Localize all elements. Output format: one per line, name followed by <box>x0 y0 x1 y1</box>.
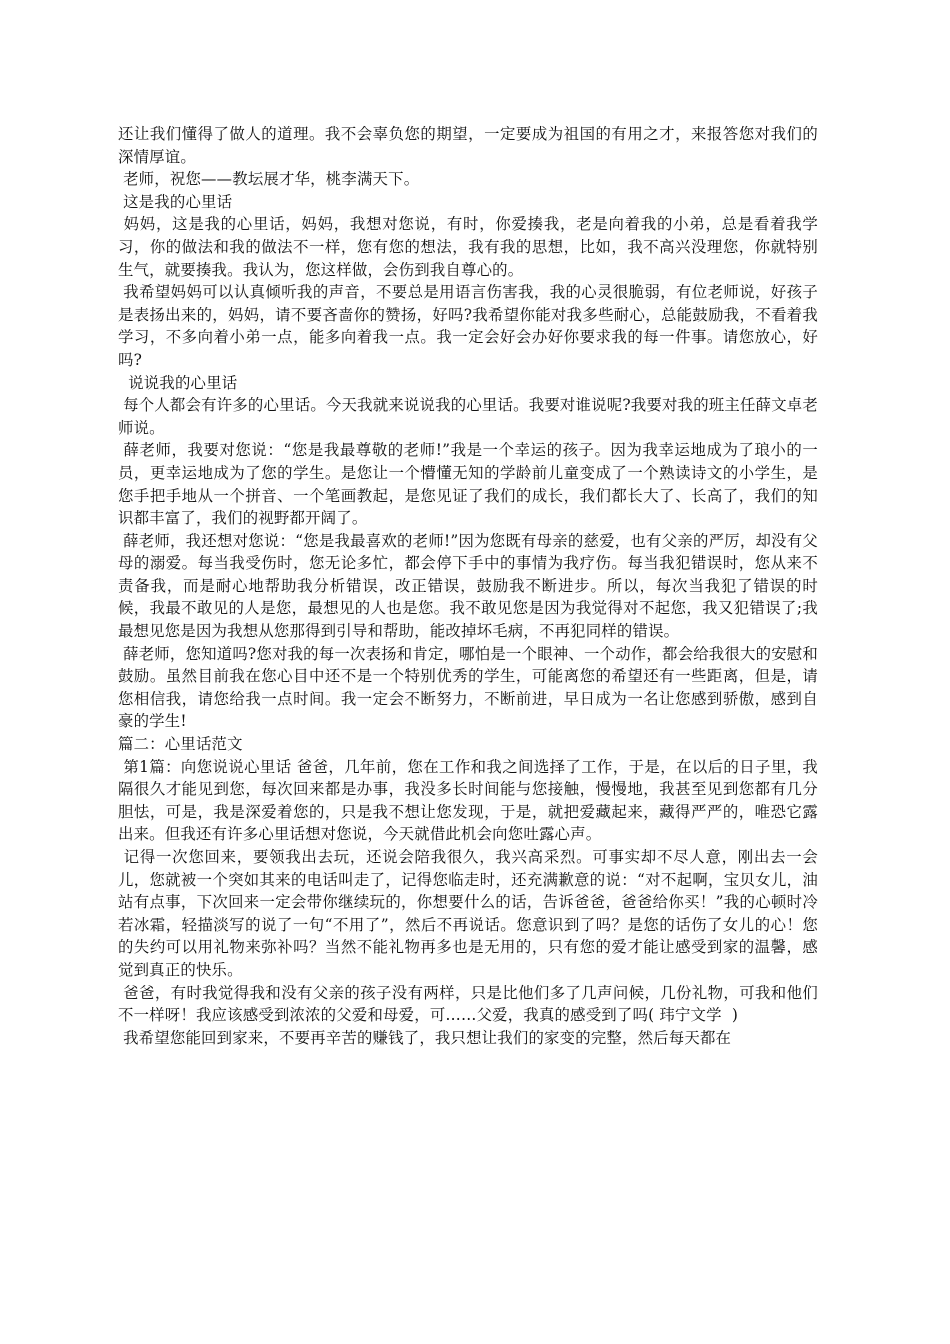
paragraph: 爸爸，有时我觉得我和没有父亲的孩子没有两样，只是比他们多了几声问候，几份礼物，可我和他们不一样呀！我应该感受到浓浓的父爱和母爱，可……父爱，我真的感受到了吗( 玮宁文学 ) <box>118 983 818 1025</box>
paragraph: 老师，祝您——教坛展才华，桃李满天下。 <box>118 170 420 189</box>
paragraph: 我希望您能回到家来，不要再辛苦的赚钱了，我只想让我们的家变的完整，然后每天都在 <box>118 1028 732 1047</box>
paragraph: 我希望妈妈可以认真倾听我的声音，不要总是用语言伤害我，我的心灵很脆弱，有位老师说，好孩子是表扬出来的，妈妈，请不要吝啬你的赞扬，好吗?我希望你能对我多些耐心，总能鼓励我，不看着我学习，不多向着小弟一点，能多向着我一点。我一定会好会办好你要求我的每一件事。请您放心，好吗? <box>118 283 818 369</box>
section-heading: 篇二：心里话范文 <box>118 735 243 754</box>
paragraph: 记得一次您回来，要领我出去玩，还说会陪我很久，我兴高采烈。可事实却不尽人意，刚出去一会儿，您就被一个突如其来的电话叫走了，记得您临走时，还充满歉意的说：“对不起啊，宝贝女儿，油站有点事，下次回来一定会带你继续玩的，你想要什么的话，告诉爸爸，爸爸给你买！”我的心顿时冷若冰霜，轻描淡写的说了一句“不用了”，然后不再说话。您意识到了吗？是您的话伤了女儿的心！您的失约可以用礼物来弥补吗？当然不能礼物再多也是无用的，只有您的爱才能让感受到家的温馨，感觉到真正的快乐。 <box>118 848 818 979</box>
paragraph: 薛老师，我要对您说：“您是我最尊敬的老师!”我是一个幸运的孩子。因为我幸运地成为了琅小的一员，更幸运地成为了您的学生。是您让一个懵懂无知的学龄前儿童变成了一个熟读诗文的小学生，是您手把手地从一个拼音、一个笔画教起，是您见证了我们的成长，我们都长大了、长高了，我们的知识都丰富了，我们的视野都开阔了。 <box>118 441 819 528</box>
section-heading: 说说我的心里话 <box>118 373 238 392</box>
paragraph: 每个人都会有许多的心里话。今天我就来说说我的心里话。我要对谁说呢?我要对我的班主任薛文卓老师说。 <box>118 396 818 437</box>
section-heading: 这是我的心里话 <box>118 192 233 211</box>
paragraph: 薛老师，我还想对您说：“您是我最喜欢的老师!”因为您既有母亲的慈爱，也有父亲的严厉，却没有父母的溺爱。每当我受伤时，您无论多忙，都会停下手中的事情为我疗伤。每当我犯错误时，您从来不责备我，而是耐心地帮助我分析错误，改正错误，鼓励我不断进步。所以，每次当我犯了错误的时候，我最不敢见的人是您，最想见的人也是您。我不敢见您是因为我觉得对不起您，我又犯错误了;我最想见您是因为我想从您那得到引导和帮助，能改掉坏毛病，不再犯同样的错误。 <box>118 531 818 641</box>
paragraph: 第1篇：向您说说心里话 爸爸，几年前，您在工作和我之间选择了工作，于是，在以后的日子里，我隔很久才能见到您，每次回来都是办事，我没多长时间能与您接触，慢慢地，我甚至见到您都有几分胆怯，可是，我是深爱着您的，只是我不想让您发现，于是，就把爱藏起来，藏得严严的，唯恐它露出来。但我还有许多心里话想对您说，今天就借此机会向您吐露心声。 <box>118 757 819 844</box>
document-body <box>118 123 818 1049</box>
paragraph: 还让我们懂得了做人的道理。我不会辜负您的期望，一定要成为祖国的有用之才，来报答您对我们的深情厚谊。 <box>118 125 818 166</box>
paragraph: 薛老师，您知道吗?您对我的每一次表扬和肯定，哪怕是一个眼神、一个动作，都会给我很大的安慰和鼓励。虽然目前我在您心目中还不是一个特别优秀的学生，可能离您的希望还有一些距离，但是，请您相信我，请您给我一点时间。我一定会不断努力，不断前进，早日成为一名让您感到骄傲，感到自豪的学生! <box>118 644 818 731</box>
paragraph: 妈妈，这是我的心里话，妈妈，我想对您说，有时，你爱揍我，老是向着我的小弟，总是看着我学习，你的做法和我的做法不一样，您有您的想法，我有我的思想，比如，我不高兴没理您，你就特别生气，就要揍我。我认为，您这样做，会伤到我自尊心的。 <box>118 215 818 279</box>
